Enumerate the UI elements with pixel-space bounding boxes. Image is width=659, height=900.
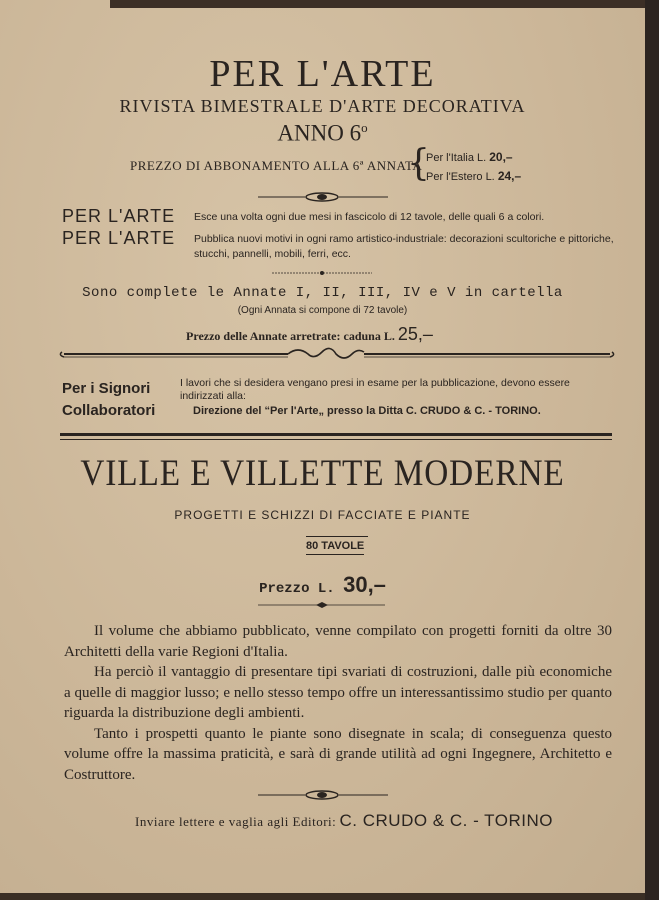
ville-subtitle: PROGETTI E SCHIZZI DI FACCIATE E PIANTE	[174, 508, 471, 522]
paragraph: Tanto i prospetti quanto le piante sono disegnate in scala; di conseguenza questo volume offre la massima praticità, e sarà di grande utilità ad ogni Ingegnere, Architetto e Costruttore.	[64, 725, 612, 783]
small-divider	[0, 598, 645, 612]
top-edge	[110, 0, 645, 8]
publisher-line: Inviare lettere e vaglia agli Editori: C. CRUDO & C. - TORINO	[135, 811, 553, 830]
description-text: Pubblica nuovi motivi in ogni ramo artistico-industriale: decorazioni scultoriche e pittoriche, stucchi, pannelli, mobili, ferri, ecc.	[194, 233, 614, 260]
collaboratori-text: I lavori che si desidera vengano presi in esame per la pubblicazione, devono essere indirizzati alla:	[180, 377, 570, 402]
subscription-price-label: PREZZO DI ABBONAMENTO ALLA 6ª ANNATA	[130, 158, 423, 173]
description-text: Esce una volta ogni due mesi in fascicolo di 12 tavole, delle quali 6 a colori.	[194, 211, 545, 223]
collaboratori-heading: Per i Signori Collaboratori	[62, 380, 156, 419]
magazine-subtitle: RIVISTA BIMESTRALE D'ARTE DECORATIVA	[119, 96, 526, 116]
complete-annate: Sono complete le Annate I, II, III, IV e V in cartella	[82, 285, 563, 301]
magazine-title: PER L'ARTE	[209, 53, 436, 95]
ville-price: Prezzo L. 30,–	[259, 572, 386, 597]
annata-composition: (Ogni Annata si compone di 72 tavole)	[237, 305, 408, 316]
section-rule	[60, 433, 612, 436]
anno-label: ANNO 6$^o$	[277, 120, 368, 146]
scroll-ornament-divider	[0, 346, 645, 362]
price-estero: Per l'Estero L. 24,–	[426, 169, 522, 183]
section-rule	[60, 439, 612, 440]
collaboratori-direzione: Direzione del “Per l'Arte„ presso la Ditta C. CRUDO & C. - TORINO.	[193, 405, 541, 417]
brace-icon: {	[407, 143, 430, 184]
description-label: PER L'ARTE	[62, 228, 176, 248]
price-italia: Per l'Italia L. 20,–	[426, 150, 513, 164]
ville-title: VILLE E VILLETTE MODERNE	[80, 453, 565, 494]
tavole-count: 80 TAVOLE	[306, 540, 364, 555]
paragraph: Ha perciò il vantaggio di presentare tipi svariati di costruzioni, dalle più economiche a quelle di maggior lusso; e nello stesso tempo offre un interessantissimo studio per quanto riguarda la distribuzione degli ambienti.	[64, 664, 612, 721]
book-spine	[645, 0, 659, 900]
ville-description	[64, 621, 612, 785]
ornament-divider	[0, 190, 645, 204]
ornament-divider	[0, 788, 645, 802]
back-issues-price: Prezzo delle Annate arretrate: caduna L. 25,–	[186, 324, 433, 344]
small-divider	[0, 266, 645, 280]
tavole-rule	[306, 536, 368, 537]
description-label: PER L'ARTE	[62, 206, 176, 226]
paragraph: Il volume che abbiamo pubblicato, venne compilato con progetti forniti da oltre 30 Architetti della varie Regioni d'Italia.	[64, 623, 612, 660]
